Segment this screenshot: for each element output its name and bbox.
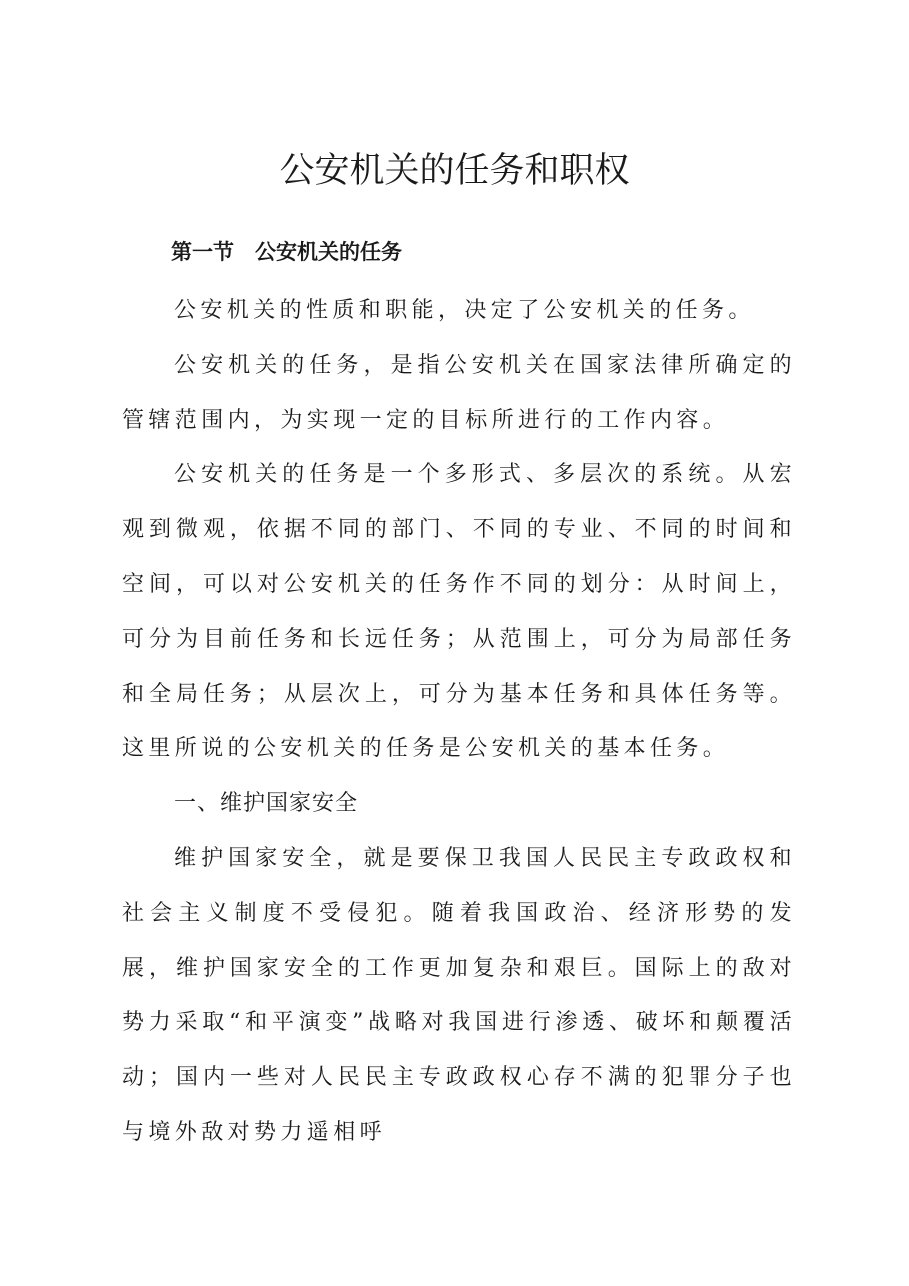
paragraph: 公安机关的性质和职能，决定了公安机关的任务。 [174, 298, 755, 323]
document-title: 公安机关的任务和职权 [279, 151, 630, 191]
paragraph: 公安机关的任务，是指公安机关在国家法律所确定的管辖范围内，为实现一定的目标所进行的工作内容。 [122, 352, 796, 433]
paragraph: 公安机关的任务是一个多形式、多层次的系统。从宏观到微观，依据不同的部门、不同的专业、不同的时间和空间，可以对公安机关的任务作不同的划分：从时间上，可分为目前任务和长远任务；从范围上，可分为局部任务和全局任务；从层次上，可分为基本任务和具体任务等。这里所说的公安机关的任务是公安机关的基本任务。 [122, 462, 796, 762]
section-heading: 第一节 公安机关的任务 [171, 240, 402, 264]
paragraph: 维护国家安全，就是要保卫我国人民民主专政政权和社会主义制度不受侵犯。随着我国政治、经济形势的发展，维护国家安全的工作更加复杂和艰巨。国际上的敌对势力采取“和平演变”战略对我国进行渗透、破坏和颠覆活动；国内一些对人民民主专政政权心存不满的犯罪分子也与境外敌对势力遥相呼 [122, 845, 796, 1145]
subsection-heading: 一、维护国家安全 [174, 791, 359, 817]
document-body [122, 284, 796, 1161]
